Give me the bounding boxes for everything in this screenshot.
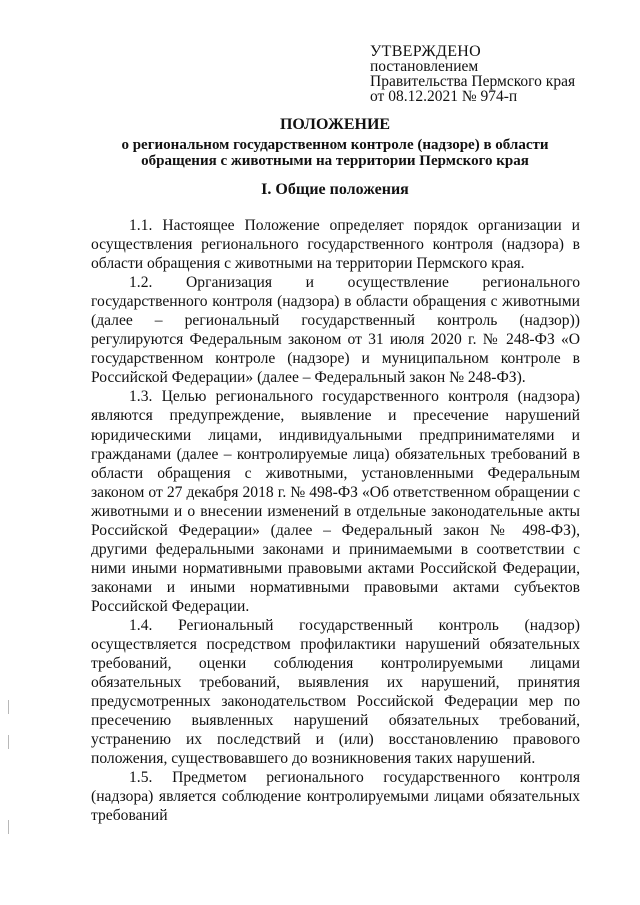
scan-edge-mark xyxy=(8,820,9,834)
document-subtitle xyxy=(90,137,580,169)
paragraph-1-1: 1.1. Настоящее Положение определяет порядок организации и осуществления регионального государственного контроля (надзора) в области обращения с животными на территории Пермского края. xyxy=(91,217,580,273)
approval-stamp-block xyxy=(370,44,620,104)
approval-heading: УТВЕРЖДЕНО xyxy=(370,43,482,60)
approval-line-resolution: постановлением xyxy=(370,58,479,75)
approval-line-date-number: от 08.12.2021 № 974-п xyxy=(370,88,518,105)
scan-edge-mark xyxy=(8,735,9,749)
section-heading: I. Общие положения xyxy=(261,181,409,198)
paragraph-1-4: 1.4. Региональный государственный контроль (надзор) осуществляется посредством профилактики нарушений обязательных требований, оценки соблюдения контролируемыми лицами обязательных требований, выявления их нарушений, принятия предусмотренных законодательством Российской Федерации мер по пресечению выявленных нарушений обязательных требований, устранению их последствий и (или) восстановлению правового положения, существовавшего до возникновения таких нарушений. xyxy=(91,616,580,768)
paragraph-1-3: 1.3. Целью регионального государственного контроля (надзора) являются предупреждение, выявление и пресечение нарушений юридическими лицами, индивидуальными предпринимателями и гражданами (далее – контролируемые лица) обязательных требований в области обращения с животными, установленными Федеральным законом от 27 декабря 2018 г. № 498-ФЗ «Об ответственном обращении с животными и о внесении изменений в отдельные законодательные акты Российской Федерации» (далее – Федеральный закон № 498-ФЗ), другими федеральными законами и принимаемыми в соответствии с ними иными нормативными правовыми актами Российской Федерации, законами и иными нормативными правовыми актами субъектов Российской Федерации. xyxy=(91,388,580,615)
scan-edge-mark xyxy=(8,700,9,714)
document-title: ПОЛОЖЕНИЕ xyxy=(279,116,391,133)
document-body xyxy=(91,216,580,826)
approval-line-government: Правительства Пермского края xyxy=(370,73,576,90)
subtitle-line-2: обращения с животными на территории Пермского края xyxy=(141,153,529,169)
paragraph-1-2: 1.2. Организация и осуществление регионального государственного контроля (надзора) в области обращения с животными (далее – региональный государственный контроль (надзор)) регулируются Федеральным законом от 31 июля 2020 г. № 248-ФЗ «О государственном контроле (надзоре) и муниципальном контроле в Российской Федерации» (далее – Федеральный закон № 248-ФЗ). xyxy=(91,274,580,387)
subtitle-line-1: о региональном государственном контроле (надзоре) в области xyxy=(121,137,549,153)
paragraph-1-5: 1.5. Предметом регионального государственного контроля (надзора) является соблюдение контролируемыми лицами обязательных требований xyxy=(91,769,580,825)
